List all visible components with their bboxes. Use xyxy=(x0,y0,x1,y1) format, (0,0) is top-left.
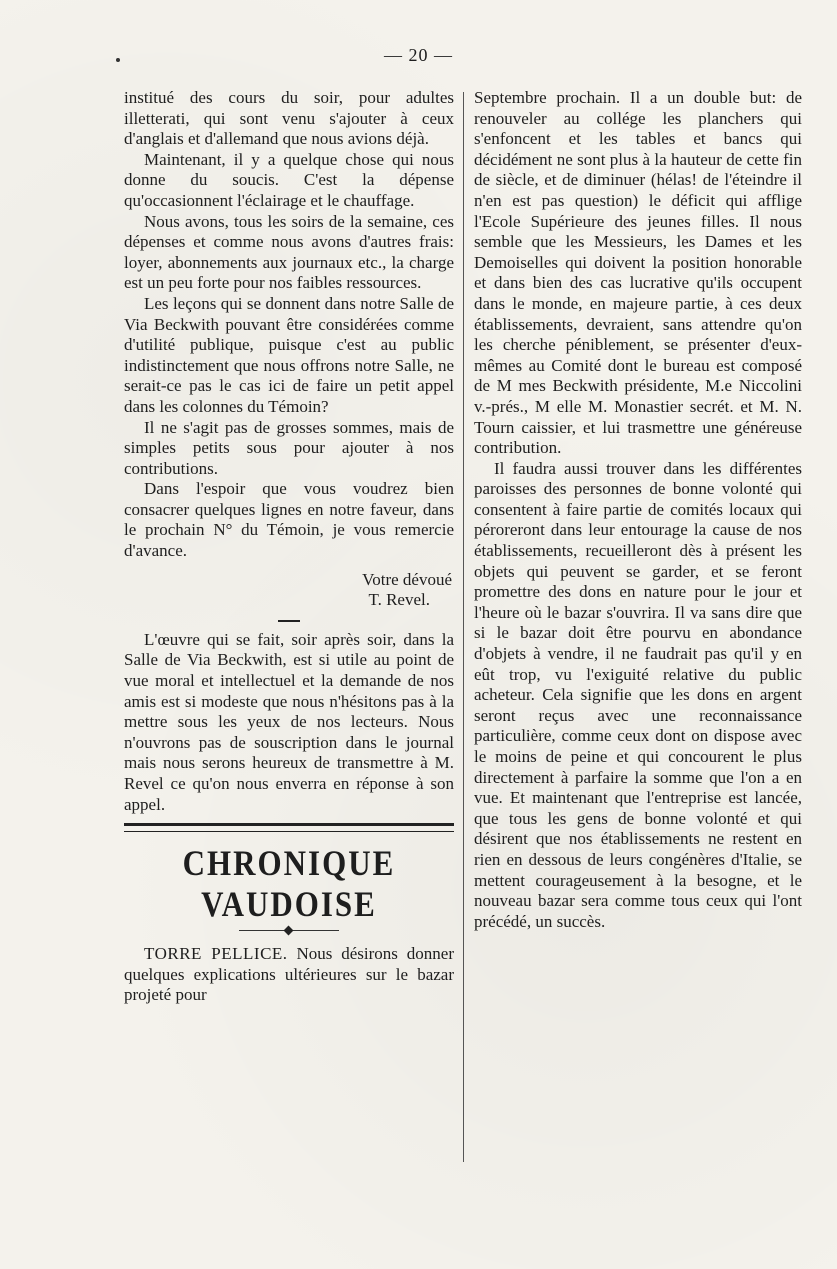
paragraph-5: Il ne s'agit pas de grosses sommes, mais de simples petits sous pour ajouter à nos contributions. xyxy=(124,417,454,478)
separator-rule xyxy=(278,620,300,622)
signature-name: T. Revel. xyxy=(368,590,430,610)
chronique-paragraph xyxy=(124,944,454,1006)
section-divider xyxy=(124,823,454,832)
signature-closing: Votre dévoué xyxy=(362,569,452,589)
paragraph-1: institué des cours du soir, pour adultes illetterati, qui sont venu s'ajouter à ceux d'anglais et d'allemand que nous avions déjà. xyxy=(124,88,454,149)
paragraph-2: Maintenant, il y a quelque chose qui nous donne du soucis. C'est la dépense qu'occasionnent l'éclairage et le chauffage. xyxy=(124,149,454,210)
paragraph-3: Nous avons, tous les soirs de la semaine, ces dépenses et comme nous avons d'autres frais: loyer, abonnements aux journaux etc., la charge est un peu forte pour nos faibles ressources. xyxy=(124,211,454,293)
title-ornament xyxy=(239,928,339,934)
right-paragraph-2: Il faudra aussi trouver dans les différentes paroisses des personnes de bonne volonté qui consentent à faire partie de comités locaux qui péroreront dans leur entourage la cause de nos établissements, recueilleront dès à présent les objets qui peuvent se garder, et se feront promettre des dons en nature pour le jour et l'heure où le bazar s'ouvrira. Il va sans dire que si le bazar doit être pourvu en abondance d'objets à vendre, il ne faudrait pas qu'il y en eût trop, vu l'exiguité relative du public acheteur. Cela signifie que les dons en argent seront reçus avec une reconnaissance particulière, comme ceux dont on dispose avec le moins de peine et qui concourent le plus directement à parfaire la somme que l'on a en vue. Et maintenant que l'entreprise est lancée, que tous les gens de bonne volonté et qui désirent que nos établissements ne restent en rien en dessous de leurs congénères d'Italie, se mettent courageusement à la besogne, et le nouveau bazar sera comme tous ceux qui l'ont précédé, un succès. xyxy=(474,458,802,931)
right-paragraph-1: Septembre prochain. Il a un double but: de renouveler au collége les planchers qui s'enfoncent et les tables et bancs qui décidément ne sont plus à la hauteur de cette fin de siècle, et de diminuer (hélas! de l'éteindre il n'en est pas question) le déficit qui afflige l'Ecole Supérieure des jeunes filles. Il nous semble que les Messieurs, les Dames et les Demoiselles qui doivent la position honorable et dans bien des cas lucrative qu'ils occupent dans le monde, en majeure partie, à ces deux établissements, devraient, sans attendre qu'on les cherche péniblement, se présenter d'eux-mêmes au Comité dont le bureau est composé de M mes Beckwith présidente, M.e Niccolini v.-prés., M elle M. Monastier secrét. et M. N. Tourn caissier, et lui trasmettre une généreuse contribution. xyxy=(474,88,802,458)
editorial-note: L'œuvre qui se fait, soir après soir, dans la Salle de Via Beckwith, est si utile au point de vue moral et intellectuel et la demande de nos amis est si modeste que nous n'hésitons pas à la mettre sous les yeux de nos lecteurs. Nous n'ouvrons pas de souscription dans le journal mais nous serons heureux de transmettre à M. Revel ce qu'on nous enverra en réponse à son appel. xyxy=(124,629,454,814)
section-title: CHRONIQUE VAUDOISE xyxy=(182,842,396,925)
page-number: — 20 — xyxy=(384,45,453,65)
column-rule xyxy=(463,92,464,1162)
paragraph-6: Dans l'espoir que vous voudrez bien consacrer quelques lignes en notre faveur, dans le prochain N° du Témoin, je vous remercie d'avance. xyxy=(124,479,454,561)
left-column xyxy=(124,88,454,1006)
chronique-text: Nous désirons donner quelques explications ultérieures sur le bazar projeté pour xyxy=(124,944,454,1005)
paragraph-4: Les leçons qui se donnent dans notre Salle de Via Beckwith pouvant être considérées comme d'utilité publique, puisque c'est au public indistinctement que nous offrons notre Salle, ne serait-ce pas le cas ici de faire un petit appel dans les colonnes du Témoin? xyxy=(124,293,454,416)
chronique-place: TORRE PELLICE. xyxy=(144,944,288,964)
right-column xyxy=(474,88,802,932)
